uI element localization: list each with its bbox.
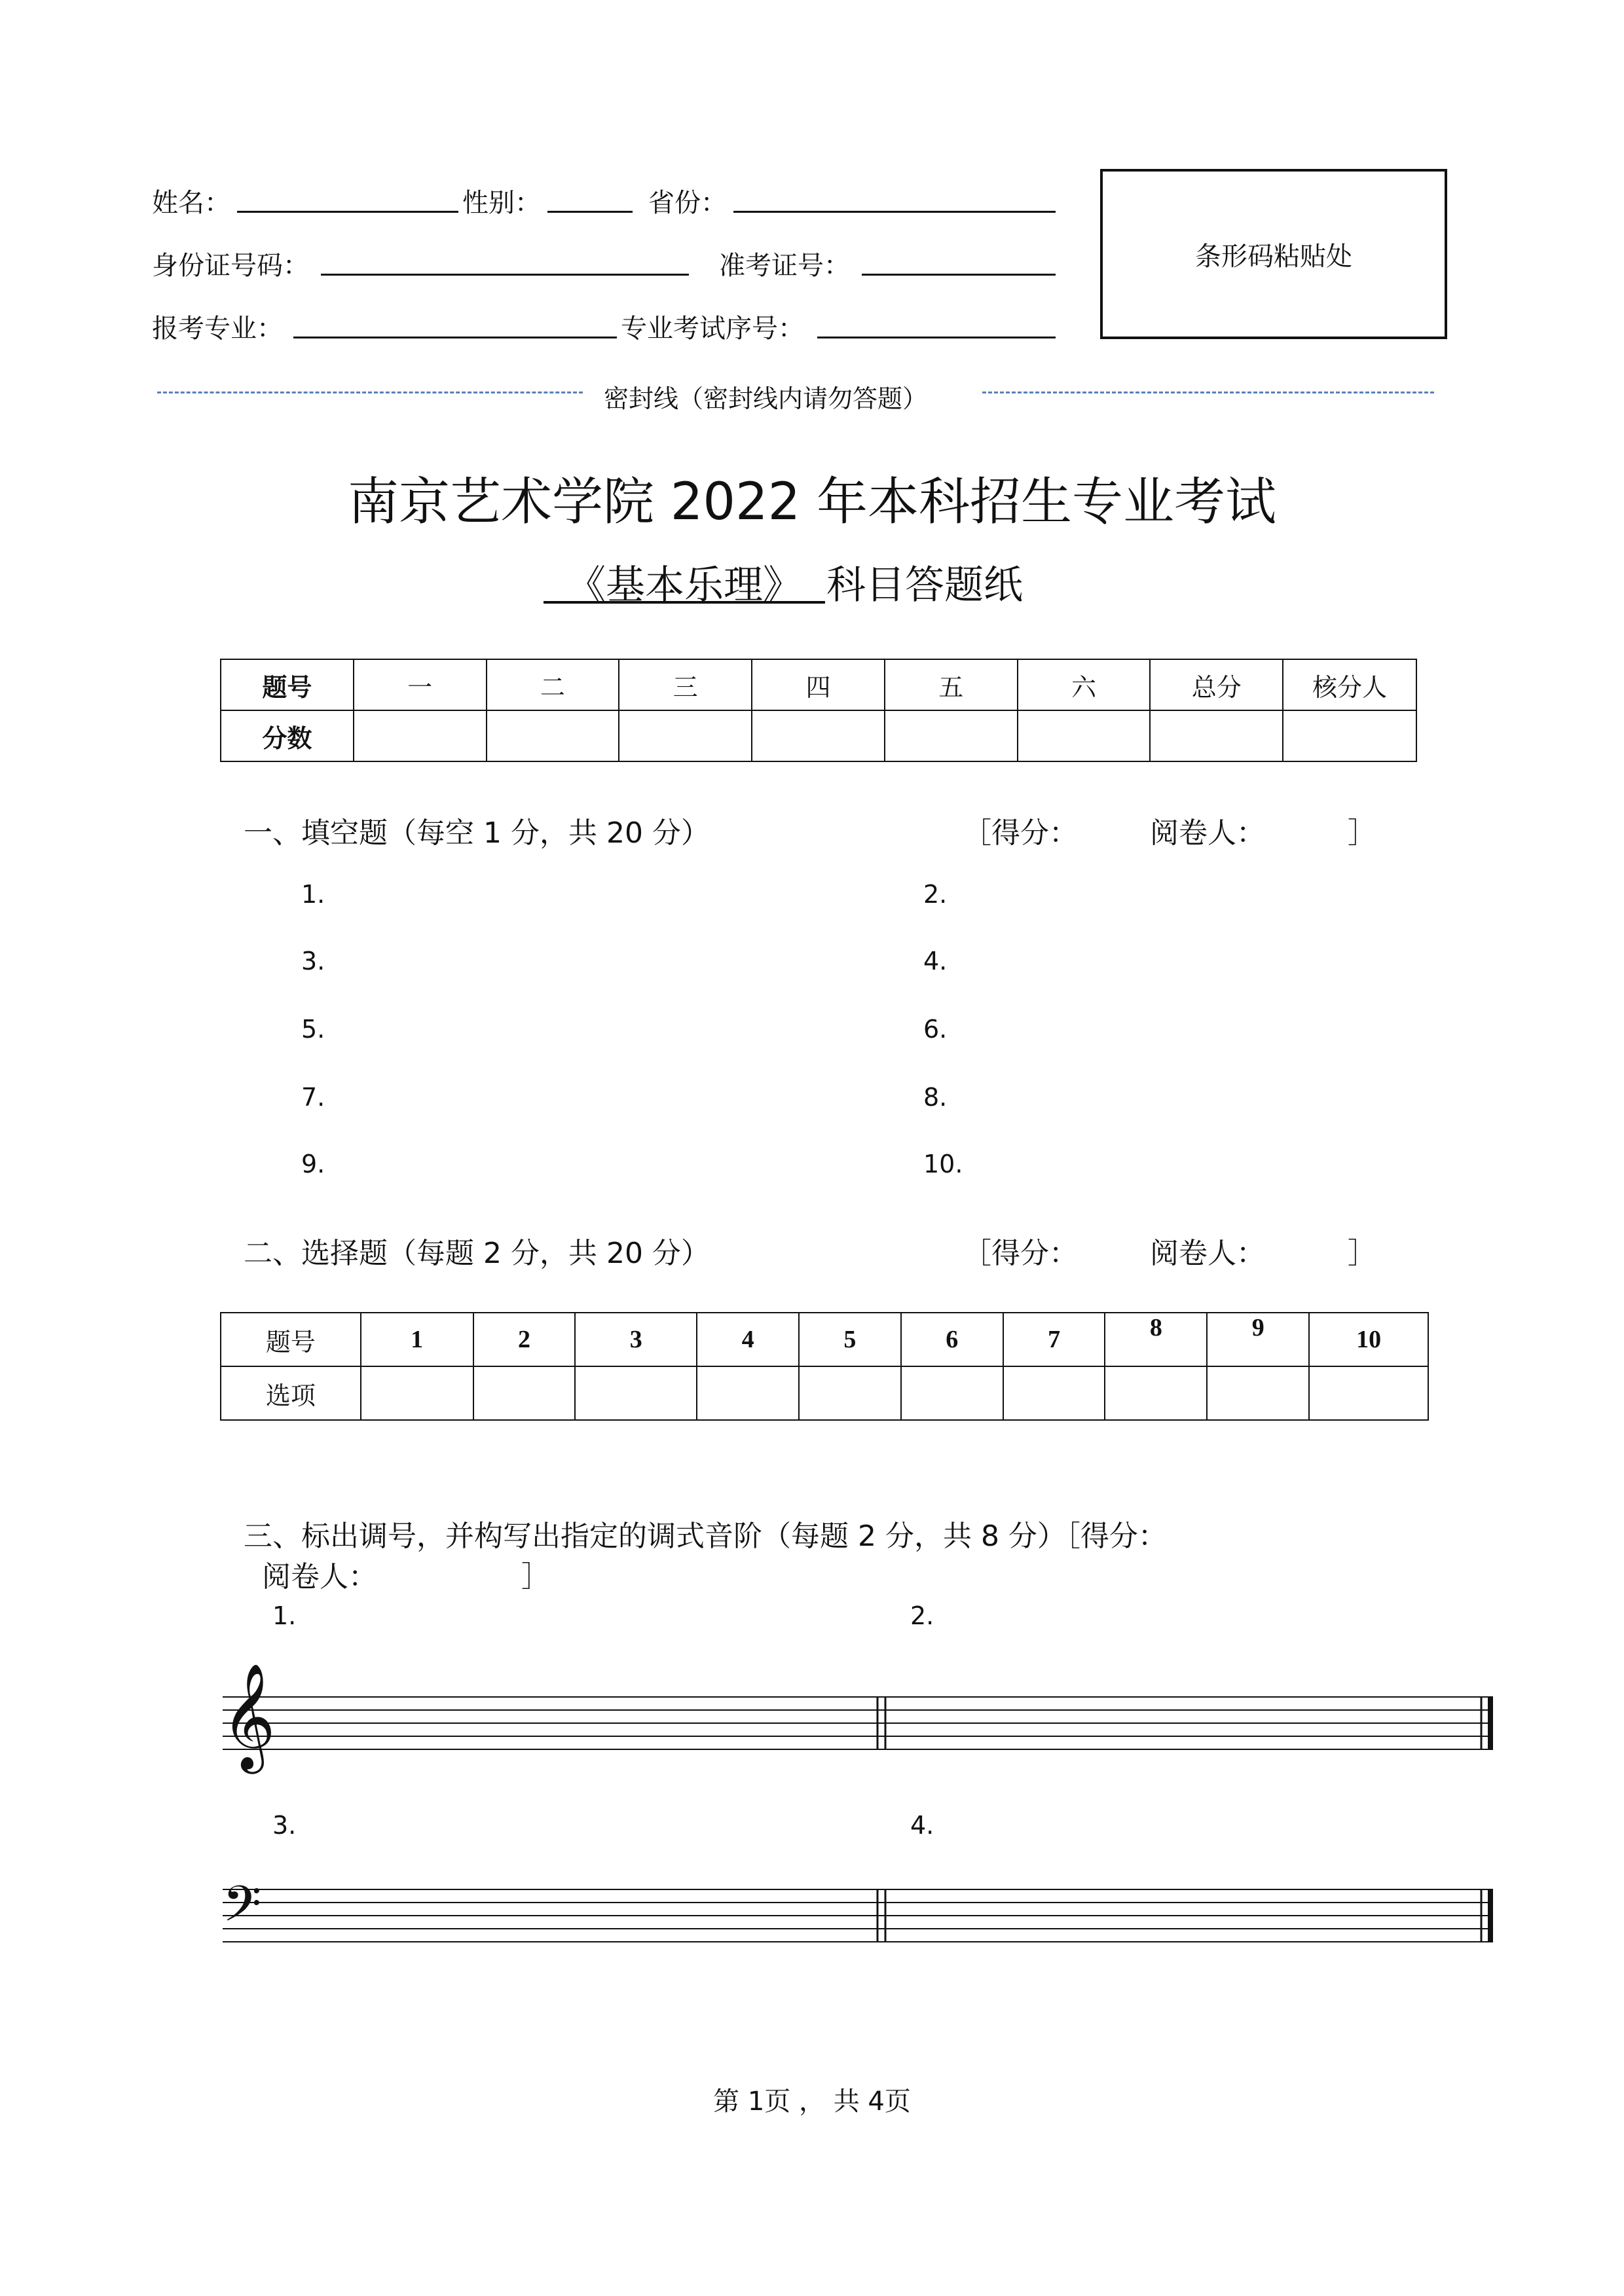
score-cell[interactable] (1283, 710, 1416, 761)
seal-line-right (982, 392, 1434, 393)
score-cell[interactable] (1018, 710, 1151, 761)
page-footer: 第 1页 ， 共 4页 (713, 2086, 911, 2117)
score-cell[interactable] (619, 710, 752, 761)
id-label: 身份证号码： (152, 251, 309, 281)
barcode-label: 条形码粘贴处 (1195, 241, 1352, 272)
seq-label: 专业考试序号： (621, 314, 804, 344)
blank-3: 3. (301, 947, 325, 975)
choice-cell[interactable] (901, 1366, 1003, 1420)
score-cell[interactable] (885, 710, 1018, 761)
choice-header-cell: 4 (697, 1313, 799, 1366)
name-label: 姓名： (152, 188, 231, 218)
score-header-cell: 一 (354, 659, 487, 710)
choice-header-cell: 8 (1105, 1313, 1207, 1366)
section3-grader: 阅卷人： (262, 1560, 377, 1594)
section1-score: ［得分： (963, 816, 1078, 850)
choice-cell[interactable] (1309, 1366, 1428, 1420)
ticket-field[interactable] (862, 274, 1056, 276)
section2-score: ［得分： (963, 1237, 1078, 1270)
choice-header-cell: 9 (1207, 1313, 1309, 1366)
seq-field[interactable] (817, 337, 1056, 338)
blank-1: 1. (301, 880, 325, 909)
ticket-label: 准考证号： (719, 251, 850, 281)
blank-6: 6. (923, 1015, 948, 1044)
id-field[interactable] (321, 274, 689, 276)
score-header-cell: 三 (619, 659, 752, 710)
blank-2: 2. (923, 880, 948, 909)
blank-9: 9. (301, 1150, 325, 1178)
score-cell[interactable] (354, 710, 487, 761)
section2-grader: 阅卷人： (1150, 1237, 1265, 1270)
major-field[interactable] (293, 337, 617, 338)
gender-field[interactable] (547, 211, 633, 213)
staff-label-3: 3. (272, 1811, 297, 1840)
score-header-cell: 六 (1018, 659, 1151, 710)
major-label: 报考专业： (152, 314, 283, 344)
treble-clef-icon: 𝄞 (221, 1663, 276, 1770)
score-header-cell: 题号 (221, 659, 354, 710)
staff-label-2: 2. (910, 1601, 934, 1630)
score-header-cell: 总分 (1150, 659, 1283, 710)
score-header-cell: 四 (752, 659, 885, 710)
barcode-box (1100, 169, 1447, 339)
choice-header-cell: 2 (473, 1313, 576, 1366)
choice-cell[interactable] (1105, 1366, 1207, 1420)
section2-close: ］ (1348, 1237, 1376, 1270)
score-row-label: 分数 (221, 710, 354, 761)
seal-line-left (157, 392, 583, 393)
choice-row-label: 选项 (221, 1366, 361, 1420)
choice-header-cell: 7 (1003, 1313, 1105, 1366)
score-cell[interactable] (1150, 710, 1283, 761)
choice-cell[interactable] (473, 1366, 576, 1420)
blank-5: 5. (301, 1015, 325, 1044)
subject-name: 《基本乐理》 (544, 554, 825, 604)
score-header-cell: 二 (487, 659, 619, 710)
choice-header-cell: 3 (575, 1313, 697, 1366)
score-header-cell: 五 (885, 659, 1018, 710)
score-header-cell: 核分人 (1283, 659, 1416, 710)
section3-title: 三、标出调号，并构写出指定的调式音阶（每题 2 分，共 8 分）［得分： (244, 1520, 1167, 1553)
province-label: 省份： (648, 188, 727, 218)
gender-label: 性别： (462, 188, 541, 218)
name-field[interactable] (237, 211, 458, 213)
staff-label-4: 4. (910, 1811, 934, 1840)
choice-header-cell: 6 (901, 1313, 1003, 1366)
blank-7: 7. (301, 1083, 325, 1112)
section3-close: ］ (521, 1560, 550, 1594)
page-title: 南京艺术学院 2022 年本科招生专业考试 (347, 473, 1277, 532)
bass-clef-icon: 𝄢 (223, 1875, 262, 1945)
blank-4: 4. (923, 947, 948, 975)
choice-header-cell: 题号 (221, 1313, 361, 1366)
score-cell[interactable] (752, 710, 885, 761)
choice-cell[interactable] (1003, 1366, 1105, 1420)
choice-table (220, 1312, 1429, 1421)
choice-cell[interactable] (697, 1366, 799, 1420)
choice-cell[interactable] (575, 1366, 697, 1420)
choice-cell[interactable] (361, 1366, 473, 1420)
staff-label-1: 1. (272, 1601, 297, 1630)
section1-grader: 阅卷人： (1150, 816, 1265, 850)
choice-header-cell: 10 (1309, 1313, 1428, 1366)
section2-title: 二、选择题（每题 2 分，共 20 分） (244, 1237, 710, 1270)
score-table (220, 659, 1417, 762)
blank-10: 10. (923, 1150, 963, 1178)
choice-cell[interactable] (1207, 1366, 1309, 1420)
score-cell[interactable] (487, 710, 619, 761)
choice-header-cell: 5 (799, 1313, 901, 1366)
blank-8: 8. (923, 1083, 948, 1112)
section1-title: 一、填空题（每空 1 分，共 20 分） (244, 816, 710, 850)
section1-close: ］ (1348, 816, 1376, 850)
choice-header-cell: 1 (361, 1313, 473, 1366)
subject-suffix: 科目答题纸 (826, 562, 1023, 608)
choice-cell[interactable] (799, 1366, 901, 1420)
province-field[interactable] (733, 211, 1056, 213)
seal-text: 密封线（密封线内请勿答题） (604, 384, 928, 413)
